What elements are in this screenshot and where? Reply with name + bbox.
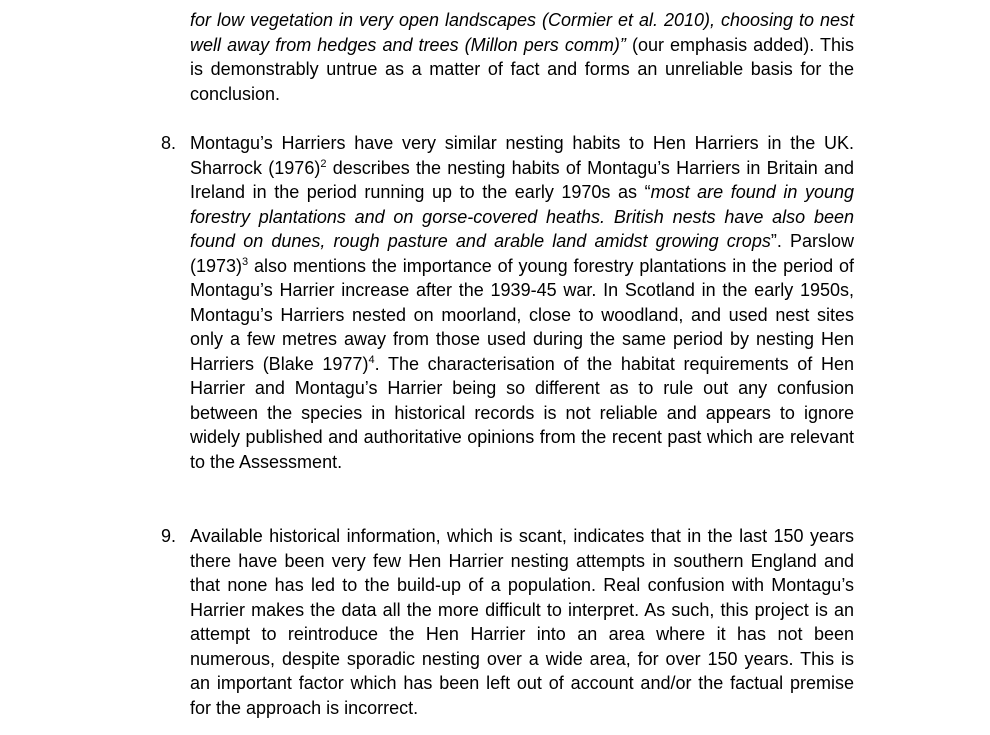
- intro-paragraph: [190, 8, 854, 106]
- item-8-text-1: Montagu’s Harriers have very similar nesting habits to Hen Harriers in the UK. Sharrock (1976): [190, 133, 854, 178]
- item-8-text-2: describes the nesting habits of Montagu’s Harriers in Britain and Ireland in the period running up to the early 1970s as “: [190, 157, 854, 202]
- item-9-paragraph: Available historical information, which is scant, indicates that in the last 150 years there have been very few Hen Harrier nesting attempts in southern England and that none has led to the build-up of a population. Real confusion with Montagu’s Harrier makes the data all the more difficult to interpret. As such, this project is an attempt to reintroduce the Hen Harrier into an area where it has not been numerous, despite sporadic nesting over a wide area, for over 150 years. This is an important factor which has been left out of account and/or the factual premise for the approach is incorrect.: [190, 526, 854, 718]
- intro-text: (our emphasis added). This is demonstrably untrue as a matter of fact and forms an unreliable basis for the conclusion.: [190, 34, 854, 104]
- footnote-ref-3[interactable]: 3: [242, 255, 249, 268]
- footnote-ref-4[interactable]: 4: [368, 353, 375, 366]
- item-9-number: 9.: [161, 526, 177, 546]
- item-8-text-3: ”. Parslow (1973): [190, 231, 854, 276]
- item-8-text-5: . The characterisation of the habitat requirements of Hen Harrier and Montagu’s Harrier being so different as to rule out any confusion between the species in historical records is not reliable and appears to ignore widely published and authoritative opinions from the recent past which are relevant to the Assessment.: [190, 353, 855, 472]
- intro-quote: for low vegetation in very open landscapes (Cormier et al. 2010), choosing to nest well away from hedges and trees (Millon pers comm)”: [190, 10, 854, 55]
- footnote-ref-2[interactable]: 2: [320, 157, 327, 170]
- item-8-text-4: also mentions the importance of young forestry plantations in the period of Montagu’s Harrier increase after the 1939-45 war. In Scotland in the early 1950s, Montagu’s Harriers nested on moorland, close to woodland, and used nest sites only a few metres away from those used during the same period by nesting Hen Harriers (Blake 1977): [190, 255, 854, 374]
- item-8-quote: most are found in young forestry plantations and on gorse-covered heaths. British nests have also been found on dunes, rough pasture and arable land amidst growing crops: [190, 182, 855, 251]
- item-8-paragraph: [190, 131, 854, 474]
- item-8-number: 8.: [161, 133, 177, 153]
